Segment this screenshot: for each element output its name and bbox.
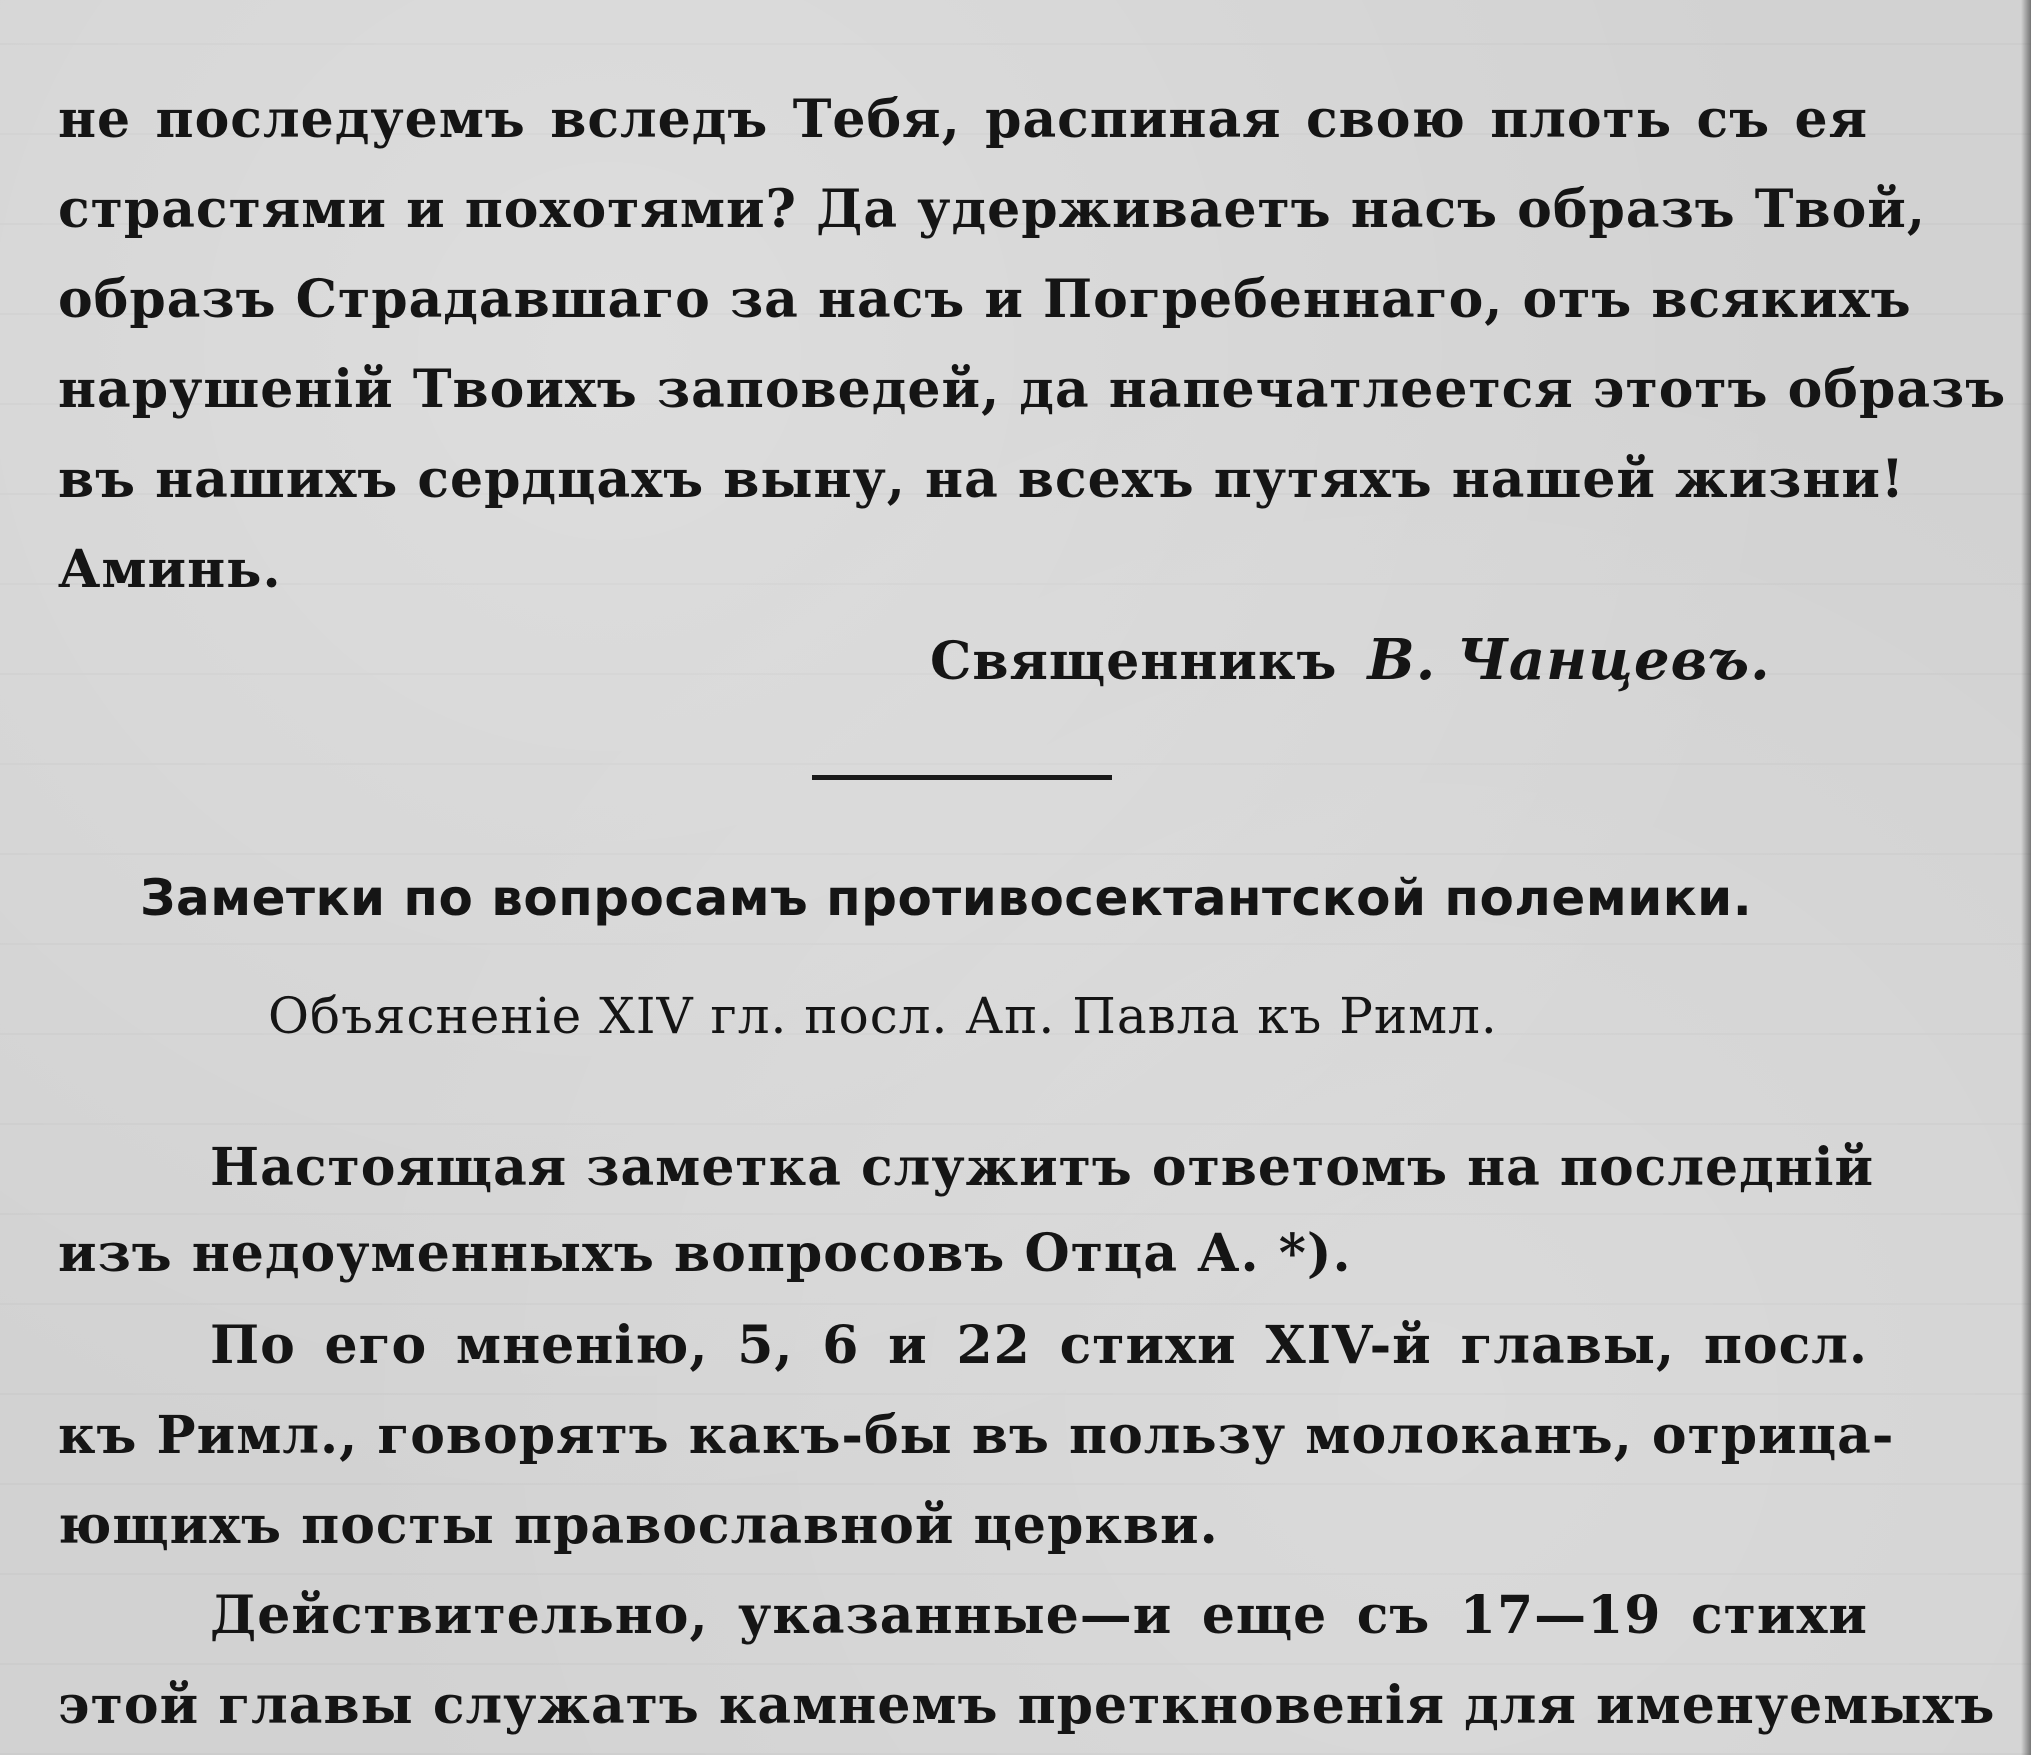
prayer-line-1: не последуемъ вследъ Тебя, распиная свою плоть съ ея	[58, 89, 1868, 150]
article-heading: Заметки по вопросамъ противосектантской полемики.	[140, 869, 1753, 927]
prayer-line-5: въ нашихъ сердцахъ выну, на всехъ путяхъ нашей жизни!	[58, 449, 1905, 510]
prayer-line-2: страстями и похотями? Да удерживаетъ насъ образъ Твой,	[58, 179, 1926, 240]
prayer-line-6: Аминь.	[58, 539, 282, 600]
signature-title: Священникъ	[930, 631, 1338, 692]
article-line-4: къ Римл., говорятъ какъ-бы въ пользу молоканъ, отрица-	[58, 1405, 1895, 1466]
article-line-2: изъ недоуменныхъ вопросовъ Отца А. *).	[58, 1223, 1352, 1284]
page-edge-shadow	[2021, 0, 2031, 1755]
article-line-6: Действительно, указанные—и еще съ 17—19 стихи	[210, 1585, 1868, 1646]
article-line-1: Настоящая заметка служитъ ответомъ на последнiй	[210, 1137, 1875, 1198]
section-divider	[812, 775, 1112, 780]
signature-name: В. Чанцевъ.	[1367, 627, 1771, 693]
article-subheading: Объясненiе XIV гл. посл. Ап. Павла къ Римл.	[268, 987, 1498, 1045]
prayer-line-3: образъ Страдавшаго за насъ и Погребеннаго, отъ всякихъ	[58, 269, 1912, 330]
signature	[930, 618, 1771, 702]
article-line-7: этой главы служатъ камнемъ преткновенiя для именуемыхъ	[58, 1675, 1996, 1736]
prayer-line-4: нарушенiй Твоихъ заповедей, да напечатлеется этотъ образъ	[58, 359, 2007, 420]
article-line-3: По его мненiю, 5, 6 и 22 стихи XIV-й главы, посл.	[210, 1315, 1868, 1376]
article-line-5: ющихъ посты православной церкви.	[58, 1495, 1219, 1556]
